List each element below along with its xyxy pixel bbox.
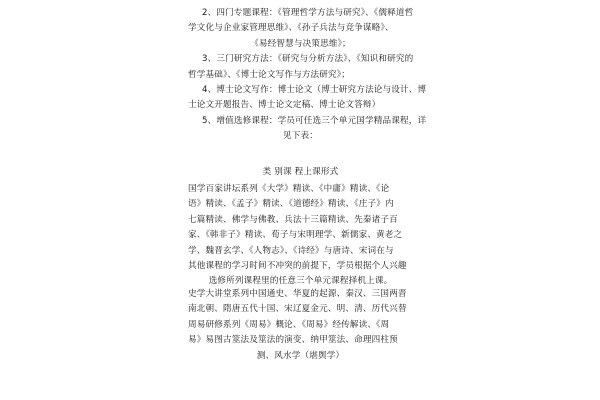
item-5-line-1: 5、增值选修课程：学员可任选三个单元国学精品课程，详 — [202, 115, 427, 126]
guoxue-line-7: 选修所列课程里的任意三个单元课程择机上课。 — [208, 276, 393, 287]
item-3-line-2: 哲学基础》、《博士论文写作与方法研究》； — [188, 69, 350, 80]
history-paragraph — [188, 287, 413, 364]
guoxue-line-1: 国学百家讲坛系列《大学》精读、《中庸》精读、《论 — [188, 184, 390, 194]
guoxue-line-5: 学、魏晋玄学、《人物志》、《诗经》与唐诗、宋词在与 — [188, 245, 394, 256]
guoxue-line-6: 其他课程的学习时间不冲突的前提下，学员根据个人兴趣 — [188, 261, 407, 272]
guoxue-line-3: 七篇精读、佛学与佛教、兵法十三篇精读、先秦诸子百 — [188, 214, 398, 225]
guoxue-paragraph — [188, 182, 413, 290]
item-2-line-2: 学文化与企业家管理思维》、《孙子兵法与竞争谋略》、 — [188, 23, 394, 34]
program-items — [188, 6, 427, 145]
item-2-line-3: 《易经智慧与决策思维》； — [250, 38, 351, 49]
history-line-1: 史学大讲堂系列中国通史、华夏的起源、秦汉、三国两晋 — [188, 289, 407, 299]
guoxue-line-2: 语》精读、《孟子》精读、《道德经》精读、《庄子》内 — [188, 199, 394, 210]
item-2-line-1: 2、四门专题课程：《管理哲学方法与研究》、《儒释道哲 — [202, 8, 414, 18]
history-line-5: 测、风水学（堪舆学） — [256, 350, 345, 361]
history-line-4: 易》易图古筮法及筮法的演变、纳甲筮法、命理四柱预 — [188, 335, 398, 346]
table-header-text: 类 别课 程上课形式 — [262, 167, 339, 177]
item-4-line-1: 4、博士论文写作：博士论文（博士研究方法论与设计、博 — [202, 85, 427, 96]
history-line-2: 南北朝、隋唐五代十国、宋辽夏金元、明、清、历代兴替 — [188, 304, 407, 315]
item-4-line-2: 士论文开题报告、博士论文定稿、博士论文答辩） — [188, 100, 381, 111]
item-3-line-1: 3、三门研究方法：《研究与分析方法》、《知识和研究的 — [202, 54, 414, 65]
guoxue-line-4: 家、《韩非子》精读、荀子与宋明理学、新儒家、黄老之 — [188, 230, 403, 241]
table-header — [188, 165, 413, 180]
history-line-3: 周易研修系列《周易》概论、《周易》经传解读、《周 — [188, 319, 390, 330]
item-5-line-2: 见下表： — [283, 131, 318, 142]
